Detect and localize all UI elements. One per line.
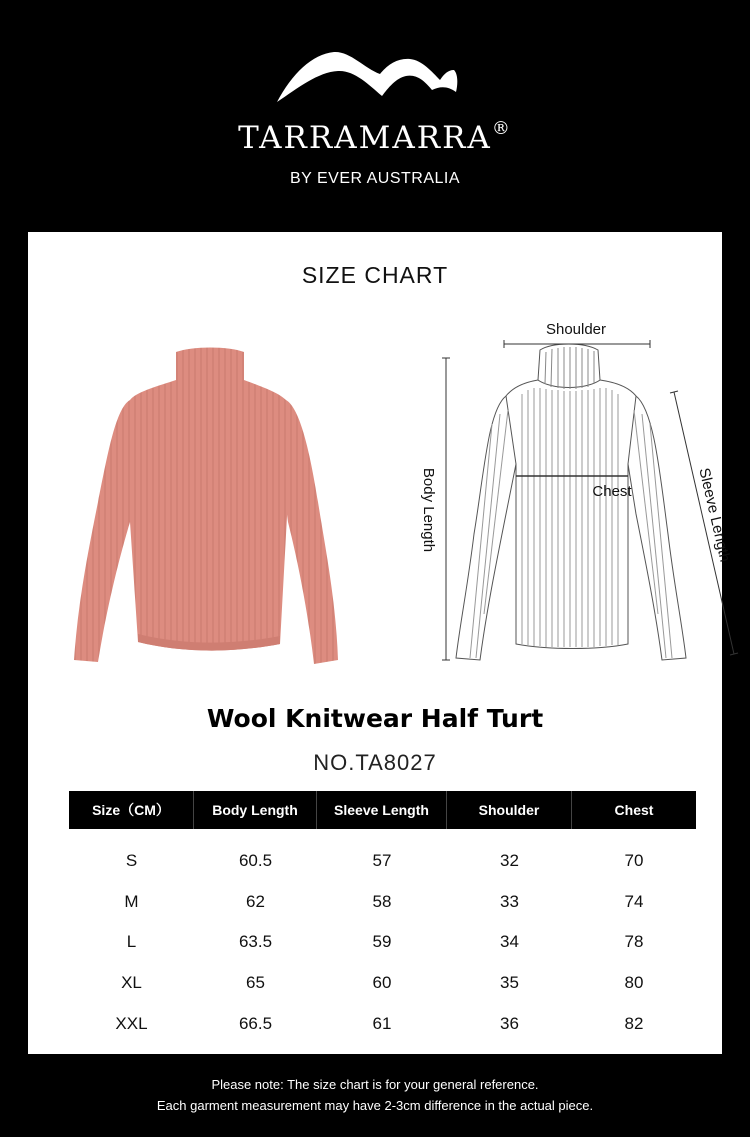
table-row xyxy=(69,841,696,882)
footer-note xyxy=(0,1074,750,1116)
size-table-body xyxy=(69,841,696,1044)
table-row xyxy=(69,882,696,923)
footer-note-line2: Each garment measurement may have 2-3cm difference in the actual piece. xyxy=(156,1098,594,1113)
product-number: NO.TA8027 xyxy=(313,750,437,775)
size-cell: L xyxy=(126,932,137,952)
body-length-cell: 63.5 xyxy=(238,932,273,952)
shoulder-cell: 35 xyxy=(500,973,519,993)
pink-turtleneck-photo xyxy=(68,342,348,672)
sleeve-length-cell: 57 xyxy=(372,851,392,871)
shoulder-cell: 34 xyxy=(500,932,519,952)
product-name: Wool Knitwear Half Turt xyxy=(206,704,544,733)
header-shoulder: Shoulder xyxy=(447,791,572,829)
header-sleeve-length: Sleeve Length xyxy=(317,791,447,829)
header-body-length: Body Length xyxy=(194,791,317,829)
shoulder-cell: 32 xyxy=(500,851,519,871)
size-chart-panel xyxy=(28,232,734,1054)
body-length-label: Body Length xyxy=(420,467,437,553)
chest-label: Chest xyxy=(592,483,632,500)
body-length-cell: 65 xyxy=(246,973,265,993)
sleeve-length-cell: 59 xyxy=(372,932,392,952)
chest-cell: 82 xyxy=(624,1013,644,1033)
sleeve-length-cell: 60 xyxy=(372,973,392,993)
footer-note-line1: Please note: The size chart is for your general reference. xyxy=(211,1077,539,1092)
chest-cell: 78 xyxy=(624,932,644,952)
sleeve-length-cell: 61 xyxy=(372,1013,392,1033)
size-cell: XXL xyxy=(115,1013,148,1033)
table-row xyxy=(69,963,696,1004)
sleeve-length-cell: 58 xyxy=(372,891,392,911)
body-length-cell: 60.5 xyxy=(238,851,273,871)
shoulder-label: Shoulder xyxy=(545,321,607,338)
sleeve-length-label: Sleeve Length xyxy=(695,466,734,564)
size-cell: S xyxy=(125,851,138,871)
chest-cell: 70 xyxy=(624,851,644,871)
size-cell: XL xyxy=(121,973,142,993)
brand-header xyxy=(0,0,750,232)
size-table-header xyxy=(69,791,696,829)
table-row xyxy=(69,922,696,963)
chest-cell: 80 xyxy=(624,973,644,993)
brand-name: TARRAMARRA® xyxy=(238,118,512,156)
shoulder-cell: 33 xyxy=(500,891,519,911)
mountain-wave-logo-icon xyxy=(272,44,462,110)
page-title: SIZE CHART xyxy=(301,262,449,288)
table-row xyxy=(69,1003,696,1044)
header-size: Size（CM） xyxy=(69,791,194,829)
size-cell: M xyxy=(124,891,139,911)
header-chest: Chest xyxy=(614,802,654,818)
shoulder-cell: 36 xyxy=(500,1013,519,1033)
chest-cell: 74 xyxy=(624,891,644,911)
body-length-cell: 66.5 xyxy=(238,1013,273,1033)
sweater-outline-diagram xyxy=(388,314,734,694)
body-length-cell: 62 xyxy=(246,891,265,911)
brand-tagline: BY EVER AUSTRALIA xyxy=(289,170,461,187)
